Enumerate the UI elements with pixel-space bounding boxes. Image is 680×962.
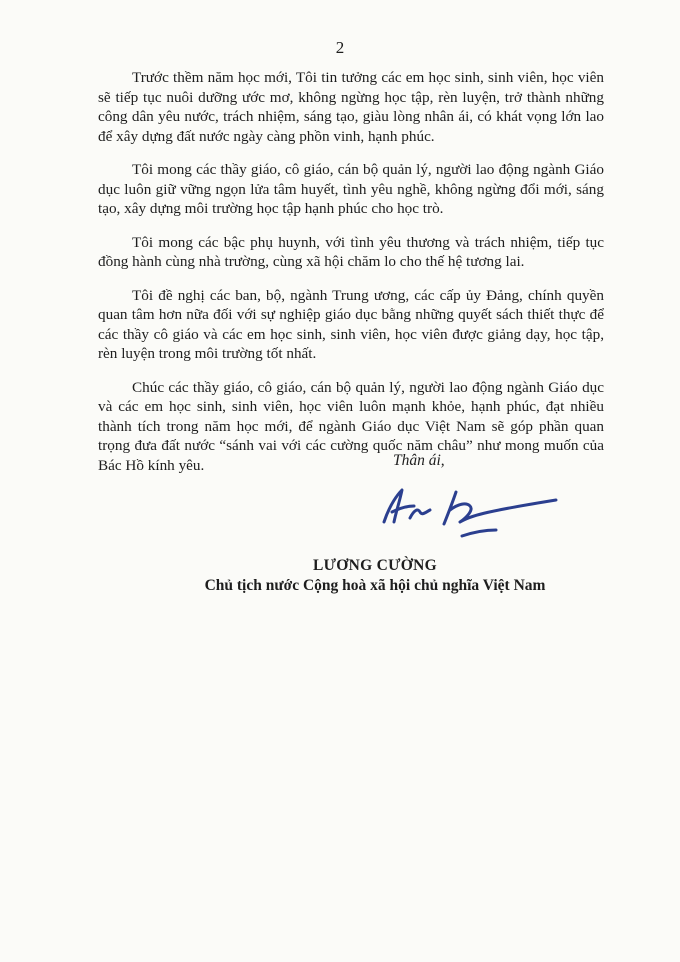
letter-body: [98, 68, 604, 489]
signer-name: LƯƠNG CƯỜNG: [313, 557, 437, 574]
signer-title: Chủ tịch nước Cộng hoà xã hội chủ nghĩa Việt Nam: [204, 577, 546, 594]
paragraph: Tôi mong các bậc phụ huynh, với tình yêu thương và trách nhiệm, tiếp tục đồng hành cùng nhà trường, cùng xã hội chăm lo cho thế hệ tương lai.: [98, 233, 604, 270]
paragraph: Tôi mong các thầy giáo, cô giáo, cán bộ quản lý, người lao động ngành Giáo dục luôn giữ vững ngọn lửa tâm huyết, tình yêu nghề, không ngừng đổi mới, sáng tạo, xây dựng môi trường học tập hạnh phúc cho học trò.: [98, 161, 604, 217]
paragraph: Trước thềm năm học mới, Tôi tin tưởng các em học sinh, sinh viên, học viên sẽ tiếp tục nuôi dưỡng ước mơ, không ngừng học tập, rèn luyện, trở thành những công dân yêu nước, trách nhiệm, sáng tạo, giàu lòng nhân ái, có khát vọng lớn lao để xây dựng đất nước ngày càng phồn vinh, hạnh phúc.: [98, 69, 604, 145]
paragraph: Chúc các thầy giáo, cô giáo, cán bộ quản lý, người lao động ngành Giáo dục và các em học sinh, sinh viên, học viên luôn mạnh khỏe, hạnh phúc, đạt nhiều thành tích trong năm học mới, để ngành Giáo dục Việt Nam sẽ góp phần quan trọng đưa đất nước “sánh vai với các cường quốc năm châu” như mong muốn của Bác Hồ kính yêu.: [98, 378, 604, 474]
page-number: 2: [335, 38, 345, 57]
closing-salutation: Thân ái,: [393, 452, 445, 469]
signature-icon: [370, 482, 560, 542]
paragraph: Tôi đề nghị các ban, bộ, ngành Trung ương, các cấp ủy Đảng, chính quyền quan tâm hơn nữa đối với sự nghiệp giáo dục bằng những quyết sách thiết thực để các thầy cô giáo và các em học sinh, sinh viên, học viên được giảng dạy, học tập, rèn luyện trong môi trường tốt nhất.: [98, 286, 604, 362]
